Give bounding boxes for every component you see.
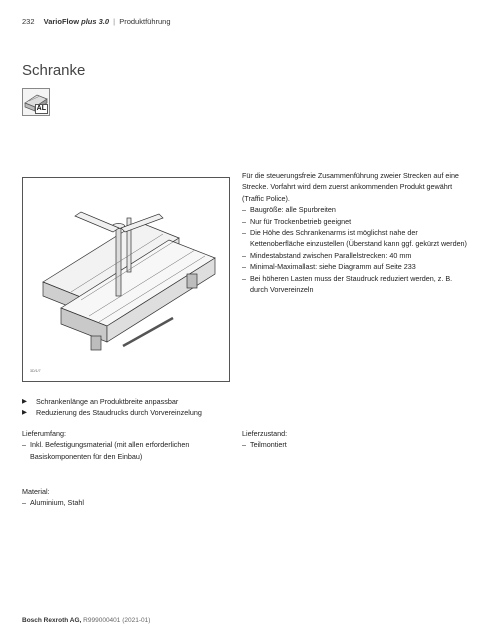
material-heading: Material:: [22, 487, 50, 496]
profile-badge: [22, 88, 50, 116]
lieferumfang-item: – Inkl. Befestigungsmaterial (mit allen erforderlichen Basiskomponenten für den Einbau): [22, 440, 190, 461]
description-item: – Minimal-Maximallast: siehe Diagramm auf Seite 233: [242, 261, 467, 272]
lieferzustand-block: [242, 428, 442, 451]
lieferumfang-block: [22, 428, 232, 462]
product-version: plus 3.0: [81, 17, 110, 26]
description-item: – Bei höheren Lasten muss der Staudruck reduziert werden, z. B. durch Vorvereinzeln: [242, 273, 467, 296]
lieferzustand-item: – Teilmontiert: [242, 440, 287, 450]
description-intro: Für die steuerungsfreie Zusammenführung zweier Strecken auf eine Strecke. Vorfahrt wird dem zuerst ankommenden Produkt gewährt (Traffic Police).: [242, 171, 459, 203]
bullet-triangle-icon: ▶: [22, 398, 27, 405]
lieferzustand-heading: Lieferzustand:: [242, 429, 288, 438]
page-number: 232: [22, 17, 35, 26]
header-separator: |: [113, 17, 116, 26]
footer-company: Bosch Rexroth AG,: [22, 617, 82, 624]
description-item: – Baugröße: alle Spurbreiten: [242, 204, 467, 215]
description-list: [242, 204, 467, 295]
description-item: – Die Höhe des Schrankenarms ist möglichst nahe der Kettenoberfläche einzustellen (Überstand kann ggf. gekürzt werden): [242, 227, 467, 250]
page-title: Schranke: [22, 62, 86, 79]
page-footer: [22, 617, 150, 624]
description-item: – Nur für Trockenbetrieb geeignet: [242, 216, 467, 227]
figure-code: 3D/1/7: [30, 369, 41, 373]
material-item: – Aluminium, Stahl: [22, 498, 84, 508]
material-block: [22, 486, 232, 509]
bullet-triangle-icon: ▶: [22, 409, 27, 417]
footer-document-id: R999000401 (2021-01): [83, 617, 151, 624]
product-description: [242, 170, 467, 295]
lieferumfang-heading: Lieferumfang:: [22, 429, 66, 438]
product-illustration: [22, 177, 230, 382]
description-item: – Mindestabstand zwischen Parallelstrecken: 40 mm: [242, 250, 467, 261]
feature-list: [22, 396, 202, 419]
feature-item: ▶ Schrankenlänge an Produktbreite anpassbar: [22, 397, 179, 406]
page-header: [22, 17, 171, 26]
feature-item: ▶ Reduzierung des Staudrucks durch Vorvereinzelung: [22, 408, 202, 418]
section-name: Produktführung: [119, 17, 171, 26]
barrier-conveyor-drawing: [23, 178, 229, 381]
badge-label: AL: [36, 105, 46, 112]
product-name: VarioFlow: [43, 17, 80, 26]
